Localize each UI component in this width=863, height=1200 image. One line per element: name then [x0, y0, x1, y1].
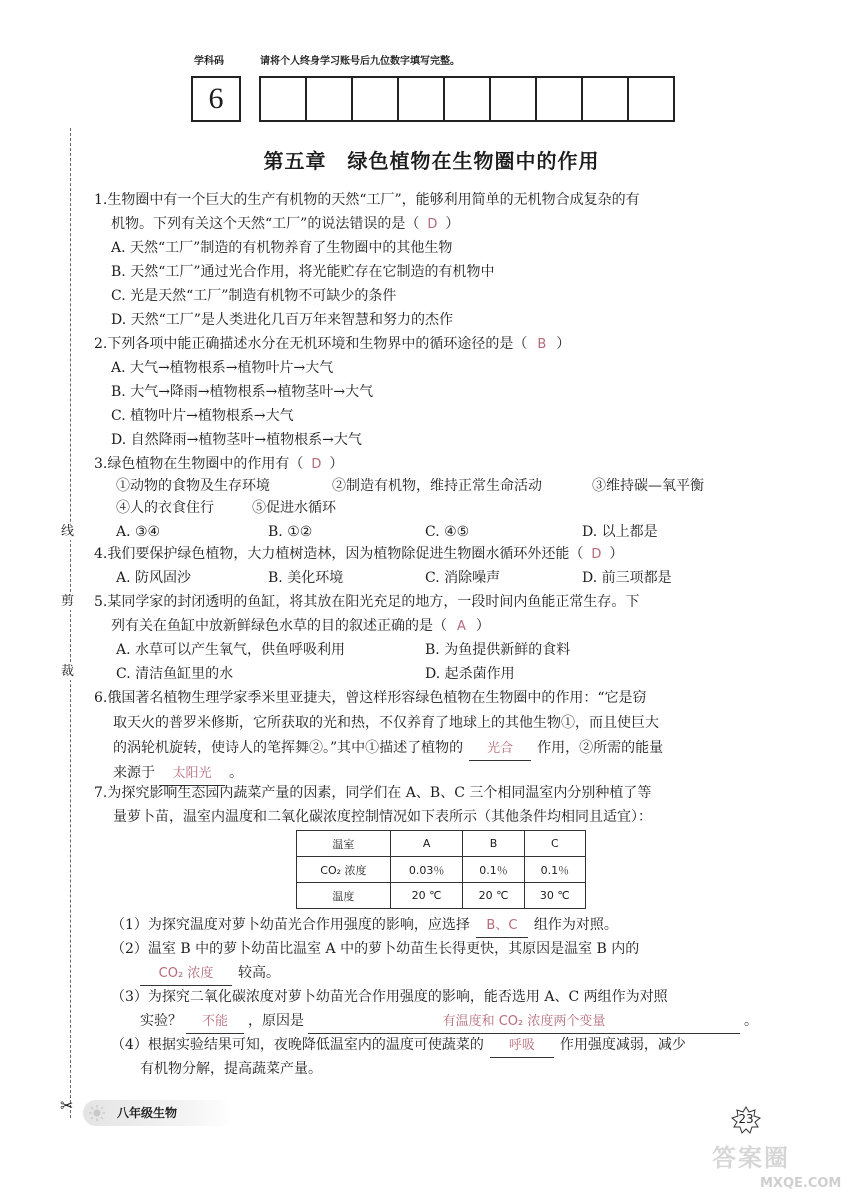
q3-stem: 3.绿色植物在生物圈中的作用有（ D ）	[94, 456, 344, 472]
q2-answer: B	[537, 337, 547, 352]
q5-stem-line1: 5.某同学家的封闭透明的鱼缸，将其放在阳光充足的地方，一段时间内鱼能正常生存。下	[94, 594, 640, 610]
q7-sub2-line1: （2）温室 B 中的萝卜幼苗比温室 A 中的萝卜幼苗生长得更快，其原因是温室 B 内的	[111, 941, 640, 957]
table-cell: 30 ℃	[524, 883, 585, 909]
table-cell: 20 ℃	[463, 883, 524, 909]
q3-item-3: ③维持碳—氧平衡	[592, 478, 704, 494]
q1-option-b: B. 天然“工厂”通过光合作用，将光能贮存在它制造的有机物中	[111, 264, 495, 280]
q7-sub2-line2: CO₂ 浓度 较高。	[140, 962, 280, 986]
q7-stem-line1: 7.为探究影响生态园内蔬菜产量的因素，同学们在 A、B、C 三个相同温室内分别种植了等	[94, 785, 652, 801]
digit-box[interactable]	[535, 76, 583, 122]
cut-line	[70, 128, 71, 1118]
q7-stem-line2: 量萝卜苗，温室内温度和二氧化碳浓度控制情况如下表所示（其他条件均相同且适宜）：	[113, 809, 652, 825]
q5-option-d: D. 起杀菌作用	[425, 666, 515, 682]
digit-box[interactable]	[443, 76, 491, 122]
q4-stem: 4.我们要保护绿色植物，大力植树造林，因为植物除促进生物圈水循环外还能（ D ）	[94, 546, 624, 562]
subject-code-box: 6	[191, 76, 241, 122]
q7-sub4-line1: （4）根据实验结果可知，夜晚降低温室内的温度可使蔬菜的 呼吸 作用强度减弱，减少	[111, 1034, 686, 1058]
q2-option-b: B. 大气→降雨→植物根系→植物茎叶→大气	[111, 384, 374, 400]
cut-label-trim: 裁	[61, 664, 75, 679]
q5-option-c: C. 清洁鱼缸里的水	[116, 666, 234, 682]
table-row	[297, 883, 586, 909]
q7-sub2-answer: CO₂ 浓度	[140, 963, 232, 986]
q7-sub1-answer: B、C	[476, 915, 528, 938]
sun-icon	[88, 1104, 106, 1122]
digit-box[interactable]	[581, 76, 629, 122]
q3-option-c: C. ④⑤	[425, 524, 470, 540]
table-cell: 温度	[297, 883, 391, 909]
q6-answer-1: 光合	[469, 738, 531, 761]
table-header-cell: C	[524, 831, 585, 857]
q3-item-4: ④人的衣食住行	[116, 500, 214, 516]
table-cell: 0.03％	[390, 857, 463, 883]
digit-box[interactable]	[305, 76, 353, 122]
q2-option-d: D. 自然降雨→植物茎叶→植物根系→大气	[111, 432, 362, 448]
q3-item-1: ①动物的食物及生存环境	[116, 478, 270, 494]
digit-box[interactable]	[627, 76, 675, 122]
q6-answer-2: 太阳光	[159, 763, 225, 786]
q3-option-a: A. ③④	[116, 524, 161, 540]
page-number-badge	[728, 1105, 764, 1135]
cut-label-cut: 剪	[61, 594, 75, 609]
subject-code-label: 学科码	[194, 56, 224, 67]
q7-sub4-line2: 有机物分解，提高蔬菜产量。	[140, 1061, 322, 1077]
table-header-cell: A	[390, 831, 463, 857]
q1-option-d: D. 天然“工厂”是人类进化几百万年来智慧和努力的杰作	[111, 312, 453, 328]
q5-option-b: B. 为鱼提供新鲜的食料	[425, 642, 571, 658]
watermark-site: MXQE.COM	[760, 1176, 842, 1191]
table-cell: 20 ℃	[390, 883, 463, 909]
q3-item-2: ②制造有机物，维持正常生命活动	[332, 478, 542, 494]
table-row	[297, 857, 586, 883]
table-header-cell: 温室	[297, 831, 391, 857]
table-cell: 0.1％	[463, 857, 524, 883]
q3-item-5: ⑤促进水循环	[252, 500, 336, 516]
greenhouse-table	[296, 830, 586, 909]
scissors-icon: ✂	[60, 1096, 74, 1115]
q1-option-a: A. 天然“工厂”制造的有机物养育了生物圈中的其他生物	[111, 240, 453, 256]
table-cell: CO₂ 浓度	[297, 857, 391, 883]
q6-line2: 取天火的普罗米修斯，它所获取的光和热，不仅养育了地球上的其他生物①，而且使巨大	[113, 715, 659, 731]
q6-line3: 的涡轮机旋转，使诗人的笔挥舞②。”其中①描述了植物的 光合 作用，②所需的能量	[113, 737, 663, 761]
q7-sub3-line1: （3）为探究二氧化碳浓度对萝卜幼苗光合作用强度的影响，能否选用 A、C 两组作为对照	[111, 989, 668, 1005]
q5-answer: A	[457, 619, 466, 634]
digit-box[interactable]	[489, 76, 537, 122]
q1-stem-line2: 机物。下列有关这个天然“工厂”的说法错误的是（ D ）	[111, 216, 460, 232]
table-header-row	[297, 831, 586, 857]
table-header-cell: B	[463, 831, 524, 857]
q4-option-a: A. 防风固沙	[116, 570, 192, 586]
q4-option-c: C. 消除噪声	[425, 570, 501, 586]
account-instruction: 请将个人终身学习账号后九位数字填写完整。	[260, 56, 460, 67]
watermark-logo: 答案圈	[712, 1144, 790, 1172]
q4-answer: D	[591, 547, 602, 562]
q1-answer: D	[427, 217, 438, 232]
q7-sub1: （1）为探究温度对萝卜幼苗光合作用强度的影响，应选择 B、C 组作为对照。	[111, 914, 618, 938]
q7-sub3-answer-1: 不能	[186, 1011, 244, 1034]
account-number-grid	[259, 76, 675, 118]
q7-sub3-line2: 实验？ 不能 ，原因是 有温度和 CO₂ 浓度两个变量 。	[140, 1010, 758, 1034]
q7-sub3-answer-2: 有温度和 CO₂ 浓度两个变量	[308, 1011, 740, 1034]
q7-sub4-answer: 呼吸	[490, 1035, 554, 1058]
footer-subject: 八年级生物	[117, 1106, 178, 1120]
chapter-title: 第五章 绿色植物在生物圈中的作用	[263, 149, 600, 173]
q2-option-c: C. 植物叶片→植物根系→大气	[111, 408, 294, 424]
cut-label-line: 线	[61, 524, 75, 539]
q4-option-d: D. 前三项都是	[582, 570, 672, 586]
digit-box[interactable]	[259, 76, 307, 122]
q3-answer: D	[311, 457, 322, 472]
digit-box[interactable]	[397, 76, 445, 122]
q6-line1: 6.俄国著名植物生理学家季米里亚捷夫，曾这样形容绿色植物在生物圈中的作用：“它是窃	[94, 690, 647, 706]
q5-option-a: A. 水草可以产生氧气，供鱼呼吸利用	[116, 642, 346, 658]
q3-option-d: D. 以上都是	[582, 524, 658, 540]
table-cell: 0.1％	[524, 857, 585, 883]
q2-option-a: A. 大气→植物根系→植物叶片→大气	[111, 360, 334, 376]
digit-box[interactable]	[351, 76, 399, 122]
q5-stem-line2: 列有关在鱼缸中放新鲜绿色水草的目的叙述正确的是（ A ）	[111, 618, 490, 634]
q2-stem: 2.下列各项中能正确描述水分在无机环境和生物界中的循环途径的是（ B ）	[94, 336, 571, 352]
q1-stem-line1: 1.生物圈中有一个巨大的生产有机物的天然“工厂”，能够利用简单的无机物合成复杂的有	[94, 192, 640, 208]
q3-option-b: B. ①②	[268, 524, 313, 540]
q1-option-c: C. 光是天然“工厂”制造有机物不可缺少的条件	[111, 288, 397, 304]
page-number: 23	[738, 1112, 754, 1126]
q4-option-b: B. 美化环境	[268, 570, 344, 586]
q6-line4: 来源于 太阳光 。	[113, 762, 243, 786]
